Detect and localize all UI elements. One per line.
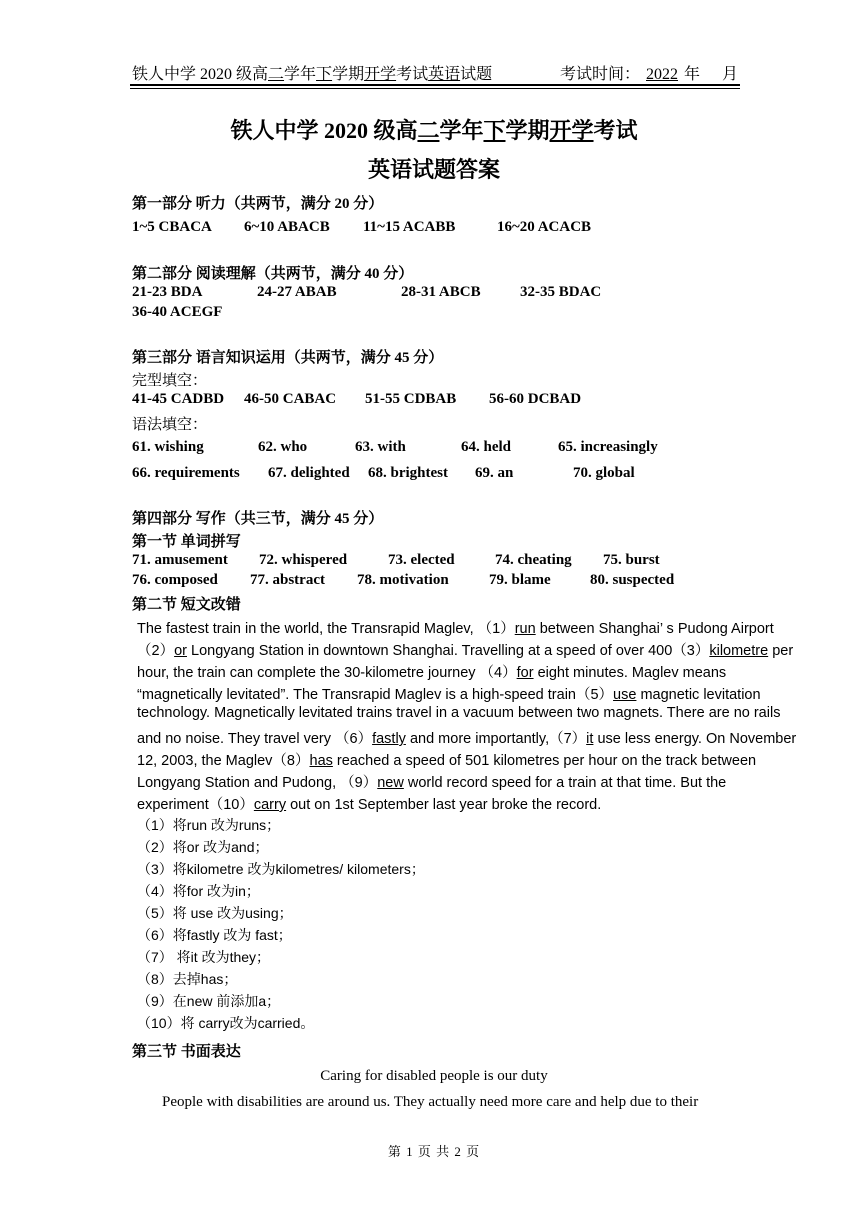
section3-heading: 第三节 书面表达 <box>132 1044 241 1060</box>
part1-answer: 16~20 ACACB <box>497 219 592 235</box>
cloze-answer: 41-45 CADBD <box>132 391 225 407</box>
cloze-label: 完型填空： <box>132 373 208 389</box>
grammar-answer: 70. global <box>573 465 635 481</box>
grammar-answer: 67. delighted <box>268 465 350 481</box>
correction-item: （1）将run 改为runs； <box>137 817 281 833</box>
part2-answer: 21-23 BDA <box>132 284 203 300</box>
page-number: 第 1 页 共 2 页 <box>387 1144 481 1159</box>
passage-line: hour, the train can complete the 30-kilometre journey （4）for eight minutes. Maglev means <box>137 665 727 681</box>
correction-item: （9）在new 前添加a； <box>137 993 281 1009</box>
grammar-answer: 69. an <box>475 465 514 481</box>
correction-item: （3）将kilometre 改为kilometres/ kilometers； <box>137 861 425 877</box>
part2-heading: 第二部分 阅读理解（共两节，满分 40 分） <box>132 266 414 282</box>
passage-line: experiment（10）carry out on 1st September last year broke the record. <box>137 797 602 813</box>
grammar-answer: 61. wishing <box>132 439 204 455</box>
correction-item: （4）将for 改为in； <box>137 883 260 899</box>
header-year: 2022 <box>646 66 679 83</box>
part2-answer: 36-40 ACEGF <box>132 304 223 320</box>
correction-item: （6）将fastly 改为 fast； <box>137 927 292 943</box>
header-underlined-english: 英语 <box>428 66 461 83</box>
part1-heading: 第一部分 听力（共两节，满分 20 分） <box>132 196 384 212</box>
cloze-answer: 51-55 CDBAB <box>365 391 457 407</box>
essay-title: Caring for disabled people is our duty <box>320 1068 548 1084</box>
grammar-answer: 66. requirements <box>132 465 240 481</box>
page-title: 铁人中学 2020 级高二学年下学期开学考试 <box>230 118 638 143</box>
cloze-answer: 56-60 DCBAD <box>489 391 582 407</box>
passage-line: 12, 2003, the Maglev（8）has reached a speed of 501 kilometres per hour on the track between <box>137 753 757 769</box>
header-title: 铁人中学 2020 级高二学年下学期开学考试英语试题 <box>132 66 493 83</box>
part2-answer: 24-27 ABAB <box>257 284 337 300</box>
grammar-label: 语法填空： <box>132 417 208 433</box>
part1-answer: 6~10 ABACB <box>244 219 330 235</box>
passage-line: （2）or Longyang Station in downtown Shanghai. Travelling at a speed of over 400（3）kilometre per <box>137 643 794 659</box>
passage-line: technology. Magnetically levitated trains travel in a vacuum between two magnets. There are no rails <box>137 705 781 721</box>
spelling-answer: 79. blame <box>489 572 551 588</box>
section2-heading: 第二节 短文改错 <box>132 597 241 613</box>
spelling-answer: 78. motivation <box>357 572 449 588</box>
spelling-answer: 72. whispered <box>259 552 348 568</box>
essay-first-line: People with disabilities are around us. They actually need more care and help due to their <box>162 1094 699 1110</box>
spelling-answer: 77. abstract <box>250 572 325 588</box>
passage-line: Longyang Station and Pudong, （9）new world record speed for a train at that time. But the <box>137 775 727 791</box>
header-rule-thick <box>130 84 740 86</box>
part3-heading: 第三部分 语言知识运用（共两节，满分 45 分） <box>132 350 444 366</box>
header-underlined-grade: 二 <box>268 66 285 83</box>
grammar-answer: 65. increasingly <box>558 439 658 455</box>
part4-heading: 第四部分 写作（共三节，满分 45 分） <box>132 511 384 527</box>
spelling-answer: 75. burst <box>603 552 660 568</box>
spelling-answer: 80. suspected <box>590 572 675 588</box>
grammar-answer: 63. with <box>355 439 406 455</box>
part1-answer: 11~15 ACABB <box>363 219 456 235</box>
correction-item: （8）去掉has； <box>137 971 238 987</box>
passage-line: and no noise. They travel very （6）fastly and more importantly,（7）it use less energy. On November <box>137 731 797 747</box>
grammar-answer: 64. held <box>461 439 512 455</box>
cloze-answer: 46-50 CABAC <box>244 391 337 407</box>
header-underlined-term: 下 <box>316 66 333 83</box>
section1-heading: 第一节 单词拼写 <box>132 534 241 550</box>
spelling-answer: 71. amusement <box>132 552 228 568</box>
part2-answer: 28-31 ABCB <box>401 284 481 300</box>
grammar-answer: 68. brightest <box>368 465 448 481</box>
correction-item: （5）将 use 改为using； <box>137 905 293 921</box>
part1-answer: 1~5 CBACA <box>132 219 212 235</box>
part2-answer: 32-35 BDAC <box>520 284 602 300</box>
passage-line: “magnetically levitated”. The Transrapid Maglev is a high-speed train（5）use magnetic levitation <box>137 687 761 703</box>
page-subtitle: 英语试题答案 <box>367 157 500 182</box>
header-exam-time: 考试时间： 2022 年 月 <box>560 66 739 83</box>
spelling-answer: 76. composed <box>132 572 218 588</box>
passage-line: The fastest train in the world, the Transrapid Maglev, （1）run between Shanghai’ s Pudong Airport <box>137 621 774 637</box>
spelling-answer: 74. cheating <box>495 552 572 568</box>
grammar-answer: 62. who <box>258 439 308 455</box>
correction-item: （10）将 carry改为carried。 <box>137 1015 315 1031</box>
correction-item: （7） 将it 改为they； <box>137 949 271 965</box>
header-underlined-start: 开学 <box>364 66 397 83</box>
correction-item: （2）将or 改为and； <box>137 839 269 855</box>
header-rule-thin <box>130 88 740 89</box>
spelling-answer: 73. elected <box>388 552 455 568</box>
